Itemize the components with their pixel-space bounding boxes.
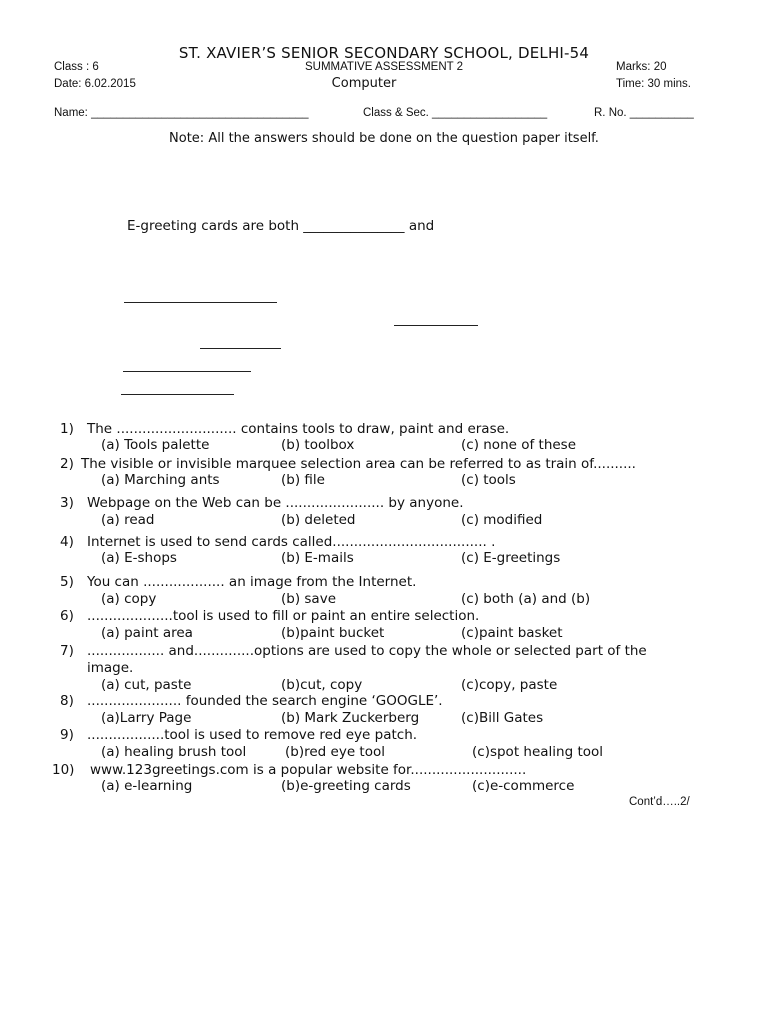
- option-a: (a) read: [101, 512, 155, 528]
- option-c: (c)e-commerce: [472, 778, 575, 794]
- answer-line: [123, 371, 251, 372]
- time-label: Time: 30 mins.: [616, 78, 691, 90]
- question-text: ....................tool is used to fill or paint an entire selection.: [87, 608, 480, 624]
- option-c: (c) tools: [461, 472, 516, 488]
- school-name: ST. XAVIER’S SENIOR SECONDARY SCHOOL, DELHI-54: [178, 44, 590, 62]
- question-number: 3): [60, 495, 74, 511]
- class-sec-field: Class & Sec. __________________: [363, 107, 548, 119]
- option-b: (b) deleted: [281, 512, 356, 528]
- option-c: (c) modified: [461, 512, 543, 528]
- option-b: (b) save: [281, 591, 336, 607]
- option-c: (c)copy, paste: [461, 677, 558, 693]
- option-c: (c) none of these: [461, 437, 577, 453]
- question-text: .................. and..............options are used to copy the whole or selected part of the: [87, 643, 647, 659]
- name-field: Name: __________________________________: [54, 107, 309, 119]
- option-b: (b) file: [281, 472, 325, 488]
- answer-line: [124, 302, 277, 303]
- option-a: (a)Larry Page: [101, 710, 192, 726]
- option-a: (a) healing brush tool: [101, 744, 247, 760]
- question-number: 5): [60, 574, 74, 590]
- date-label: Date: 6.02.2015: [54, 78, 136, 90]
- subject-title: Computer: [331, 76, 397, 91]
- marks-label: Marks: 20: [616, 61, 667, 73]
- question-text: ...................... founded the search engine ‘GOOGLE’.: [87, 693, 443, 709]
- question-number: 7): [60, 643, 74, 659]
- option-b: (b) E-mails: [281, 550, 354, 566]
- option-b: (b)red eye tool: [285, 744, 385, 760]
- question-number: 4): [60, 534, 74, 550]
- option-a: (a) cut, paste: [101, 677, 192, 693]
- option-a: (a) e-learning: [101, 778, 193, 794]
- answer-line: [121, 394, 234, 395]
- question-text: www.123greetings.com is a popular website for...........................: [90, 762, 527, 778]
- option-a: (a) Tools palette: [101, 437, 210, 453]
- question-text: You can ................... an image from the Internet.: [87, 574, 417, 590]
- question-number: 10): [52, 762, 75, 778]
- option-a: (a) E-shops: [101, 550, 177, 566]
- option-a: (a) copy: [101, 591, 157, 607]
- question-number: 8): [60, 693, 74, 709]
- roll-number-field: R. No. __________: [594, 107, 694, 119]
- class-label: Class : 6: [54, 61, 99, 73]
- option-b: (b) Mark Zuckerberg: [281, 710, 420, 726]
- assessment-title: SUMMATIVE ASSESSMENT 2: [304, 61, 464, 73]
- answer-line: [200, 348, 281, 349]
- option-c: (c) E-greetings: [461, 550, 561, 566]
- option-c: (c)paint basket: [461, 625, 563, 641]
- question-text: The visible or invisible marquee selection area can be referred to as train of..........: [81, 456, 636, 472]
- continued-note: Cont’d…..2/: [629, 796, 690, 808]
- option-a: (a) paint area: [101, 625, 193, 641]
- option-c: (c) both (a) and (b): [461, 591, 591, 607]
- question-number: 9): [60, 727, 74, 743]
- question-text-continued: image.: [87, 660, 134, 676]
- option-a: (a) Marching ants: [101, 472, 220, 488]
- question-text: The ............................ contains tools to draw, paint and erase.: [87, 421, 510, 437]
- question-number: 1): [60, 421, 74, 437]
- question-text: Internet is used to send cards called.................................... .: [87, 534, 496, 550]
- question-text: ..................tool is used to remove red eye patch.: [87, 727, 418, 743]
- answer-line: [394, 325, 478, 326]
- note: Note: All the answers should be done on the question paper itself.: [169, 131, 599, 146]
- question-number: 2): [60, 456, 74, 472]
- option-b: (b)paint bucket: [281, 625, 385, 641]
- question-text: Webpage on the Web can be ....................... by anyone.: [87, 495, 464, 511]
- option-c: (c)spot healing tool: [472, 744, 604, 760]
- fill-in-question: E-greeting cards are both _______________ and: [127, 218, 435, 234]
- option-c: (c)Bill Gates: [461, 710, 544, 726]
- option-b: (b)e-greeting cards: [281, 778, 411, 794]
- question-number: 6): [60, 608, 74, 624]
- option-b: (b)cut, copy: [281, 677, 363, 693]
- option-b: (b) toolbox: [281, 437, 355, 453]
